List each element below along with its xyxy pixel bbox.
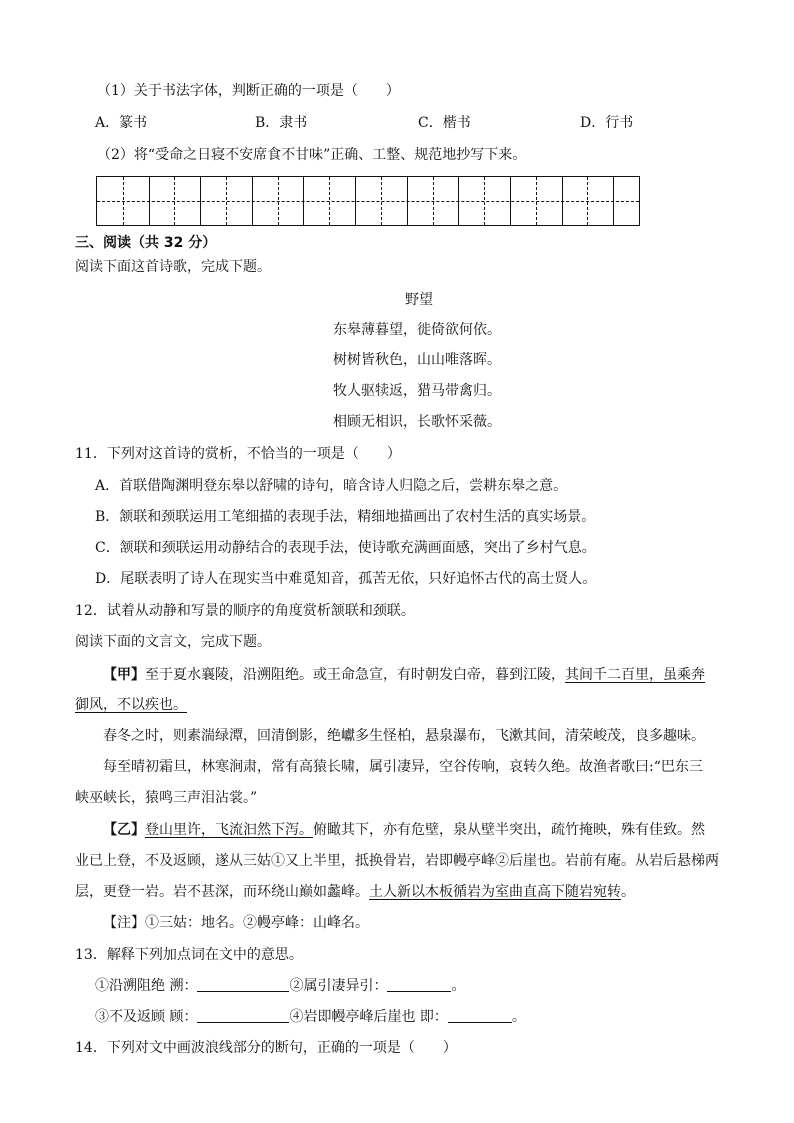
- poem-line-2: 树树皆秋色，山山唯落晖。: [333, 352, 501, 368]
- answer-blank-2[interactable]: [387, 977, 451, 992]
- question-calligraphy-sub1: （1）关于书法字体，判断正确的一项是（ ）: [97, 83, 400, 99]
- question-12-stem: 12．试着从动静和写景的顺序的角度赏析颔联和颈联。: [75, 603, 415, 619]
- section-title: 三、阅读（共 32 分）: [75, 235, 217, 251]
- grid-divider: [278, 177, 279, 225]
- yi-tag: 【乙】: [103, 822, 145, 838]
- yi-paragraph-2: 业已上登，不及返顾，遂从三姑①又上半里，抵换骨岩，岩即幔亭峰②后崖也。岩前有庵。从岩后悬梯两: [75, 853, 719, 869]
- grid-divider: [613, 177, 614, 225]
- poem-title: 野望: [405, 292, 433, 308]
- option-a: A．篆书: [95, 115, 148, 131]
- grid-divider: [252, 177, 253, 225]
- grid-divider: [458, 177, 459, 225]
- jia-underlined-2: 御风，不以疾也。: [75, 697, 187, 713]
- question-13-row-2-end: 。: [511, 1009, 526, 1025]
- answer-blank-4[interactable]: [448, 1008, 512, 1023]
- poem-instruction: 阅读下面这首诗歌，完成下题。: [75, 259, 271, 275]
- grid-divider: [174, 177, 175, 225]
- question-13-item-1: ①沿溯阻绝 溯：: [95, 978, 198, 994]
- yi-wavy-underlined: 土人新以木板循岩为室曲直高下随岩宛转: [369, 884, 621, 900]
- yi-underlined-1: 登山里许，飞流汩然下泻。: [145, 822, 313, 838]
- yi-paragraph-3: [75, 882, 635, 902]
- question-13-item-3: ③不及返顾 顾：: [95, 1009, 198, 1025]
- grid-divider: [303, 177, 304, 225]
- grid-center-line: [97, 201, 639, 202]
- question-13-item-2: ②属引凄异引：: [289, 978, 388, 994]
- grid-divider: [226, 177, 227, 225]
- question-13-item-4: ④岩即幔亭峰后崖也 即：: [289, 1009, 448, 1025]
- jia-paragraph-1: [103, 665, 705, 685]
- yi-text-3: 层，更登一岩。岩不甚深，而环绕山巅如蠡峰。: [75, 884, 369, 900]
- grid-divider: [407, 177, 408, 225]
- jia-text-1a: 至于夏水襄陵，沿溯阻绝。或王命急宣，有时朝发白帝，暮到江陵，: [145, 667, 565, 683]
- answer-blank-1[interactable]: [197, 977, 289, 992]
- grid-divider: [355, 177, 356, 225]
- jia-paragraph-2: 春冬之时，则素湍绿潭，回清倒影，绝巘多生怪柏，悬泉瀑布，飞漱其间，清荣峻茂，良多趣味。: [103, 728, 705, 744]
- question-13-stem: 13．解释下列加点词在文中的意思。: [75, 947, 303, 963]
- question-11-option-c: C．颔联和颈联运用动静结合的表现手法，使诗歌充满画面感，突出了乡村气息。: [95, 540, 596, 556]
- question-calligraphy-sub2: （2）将“受命之日寝不安席食不甘味”正确、工整、规范地抄写下来。: [97, 147, 527, 163]
- writing-grid: [96, 176, 640, 226]
- option-c: C．楷书: [418, 115, 471, 131]
- grid-divider: [484, 177, 485, 225]
- option-d: D．行书: [580, 115, 634, 131]
- question-13-row-1-end: 。: [451, 978, 466, 994]
- grid-divider: [433, 177, 434, 225]
- prose-note: 【注】①三姑：地名。②幔亭峰：山峰名。: [103, 915, 369, 931]
- grid-divider: [200, 177, 201, 225]
- question-13-row-2: [95, 1007, 526, 1027]
- jia-underlined-1: 其间千二百里，虽乘奔: [565, 667, 705, 683]
- yi-text-1: 俯瞰其下，亦有危壁，泉从壁半突出，疏竹掩映，殊有佳致。然: [313, 822, 705, 838]
- question-14-stem: 14．下列对文中画波浪线部分的断句，正确的一项是（ ）: [75, 1040, 457, 1056]
- grid-divider: [329, 177, 330, 225]
- jia-paragraph-3b: 峡巫峡长，猿鸣三声泪沾裳。”: [75, 790, 258, 806]
- grid-divider: [536, 177, 537, 225]
- answer-blank-3[interactable]: [197, 1008, 289, 1023]
- poem-line-3: 牧人驱犊返，猎马带禽归。: [333, 383, 501, 399]
- question-11-option-a: A．首联借陶渊明登东皋以舒啸的诗句，暗含诗人归隐之后，尝耕东皋之意。: [95, 478, 568, 494]
- question-11-option-b: B．颔联和颈联运用工笔细描的表现手法，精细地描画出了农村生活的真实场景。: [95, 509, 596, 525]
- grid-divider: [123, 177, 124, 225]
- option-b: B．隶书: [255, 115, 308, 131]
- yi-period: 。: [621, 884, 635, 900]
- prose-instruction: 阅读下面的文言文，完成下题。: [75, 634, 271, 650]
- poem-line-1: 东皋薄暮望，徙倚欲何依。: [333, 322, 501, 338]
- jia-tag: 【甲】: [103, 667, 145, 683]
- grid-divider: [149, 177, 150, 225]
- grid-divider: [510, 177, 511, 225]
- grid-divider: [587, 177, 588, 225]
- poem-line-4: 相顾无相识，长歌怀采薇。: [333, 414, 501, 430]
- question-11-option-d: D．尾联表明了诗人在现实当中难觅知音，孤苦无依，只好追怀古代的高士贤人。: [95, 571, 597, 587]
- jia-paragraph-3a: 每至晴初霜旦，林寒涧肃，常有高猿长啸，属引凄异，空谷传响，哀转久绝。故渔者歌曰:“巴东三: [103, 759, 703, 775]
- yi-paragraph-1: [103, 820, 705, 840]
- grid-divider: [381, 177, 382, 225]
- question-11-stem: 11．下列对这首诗的赏析，不恰当的一项是（ ）: [75, 446, 401, 462]
- grid-divider: [562, 177, 563, 225]
- question-13-row-1: [95, 976, 465, 996]
